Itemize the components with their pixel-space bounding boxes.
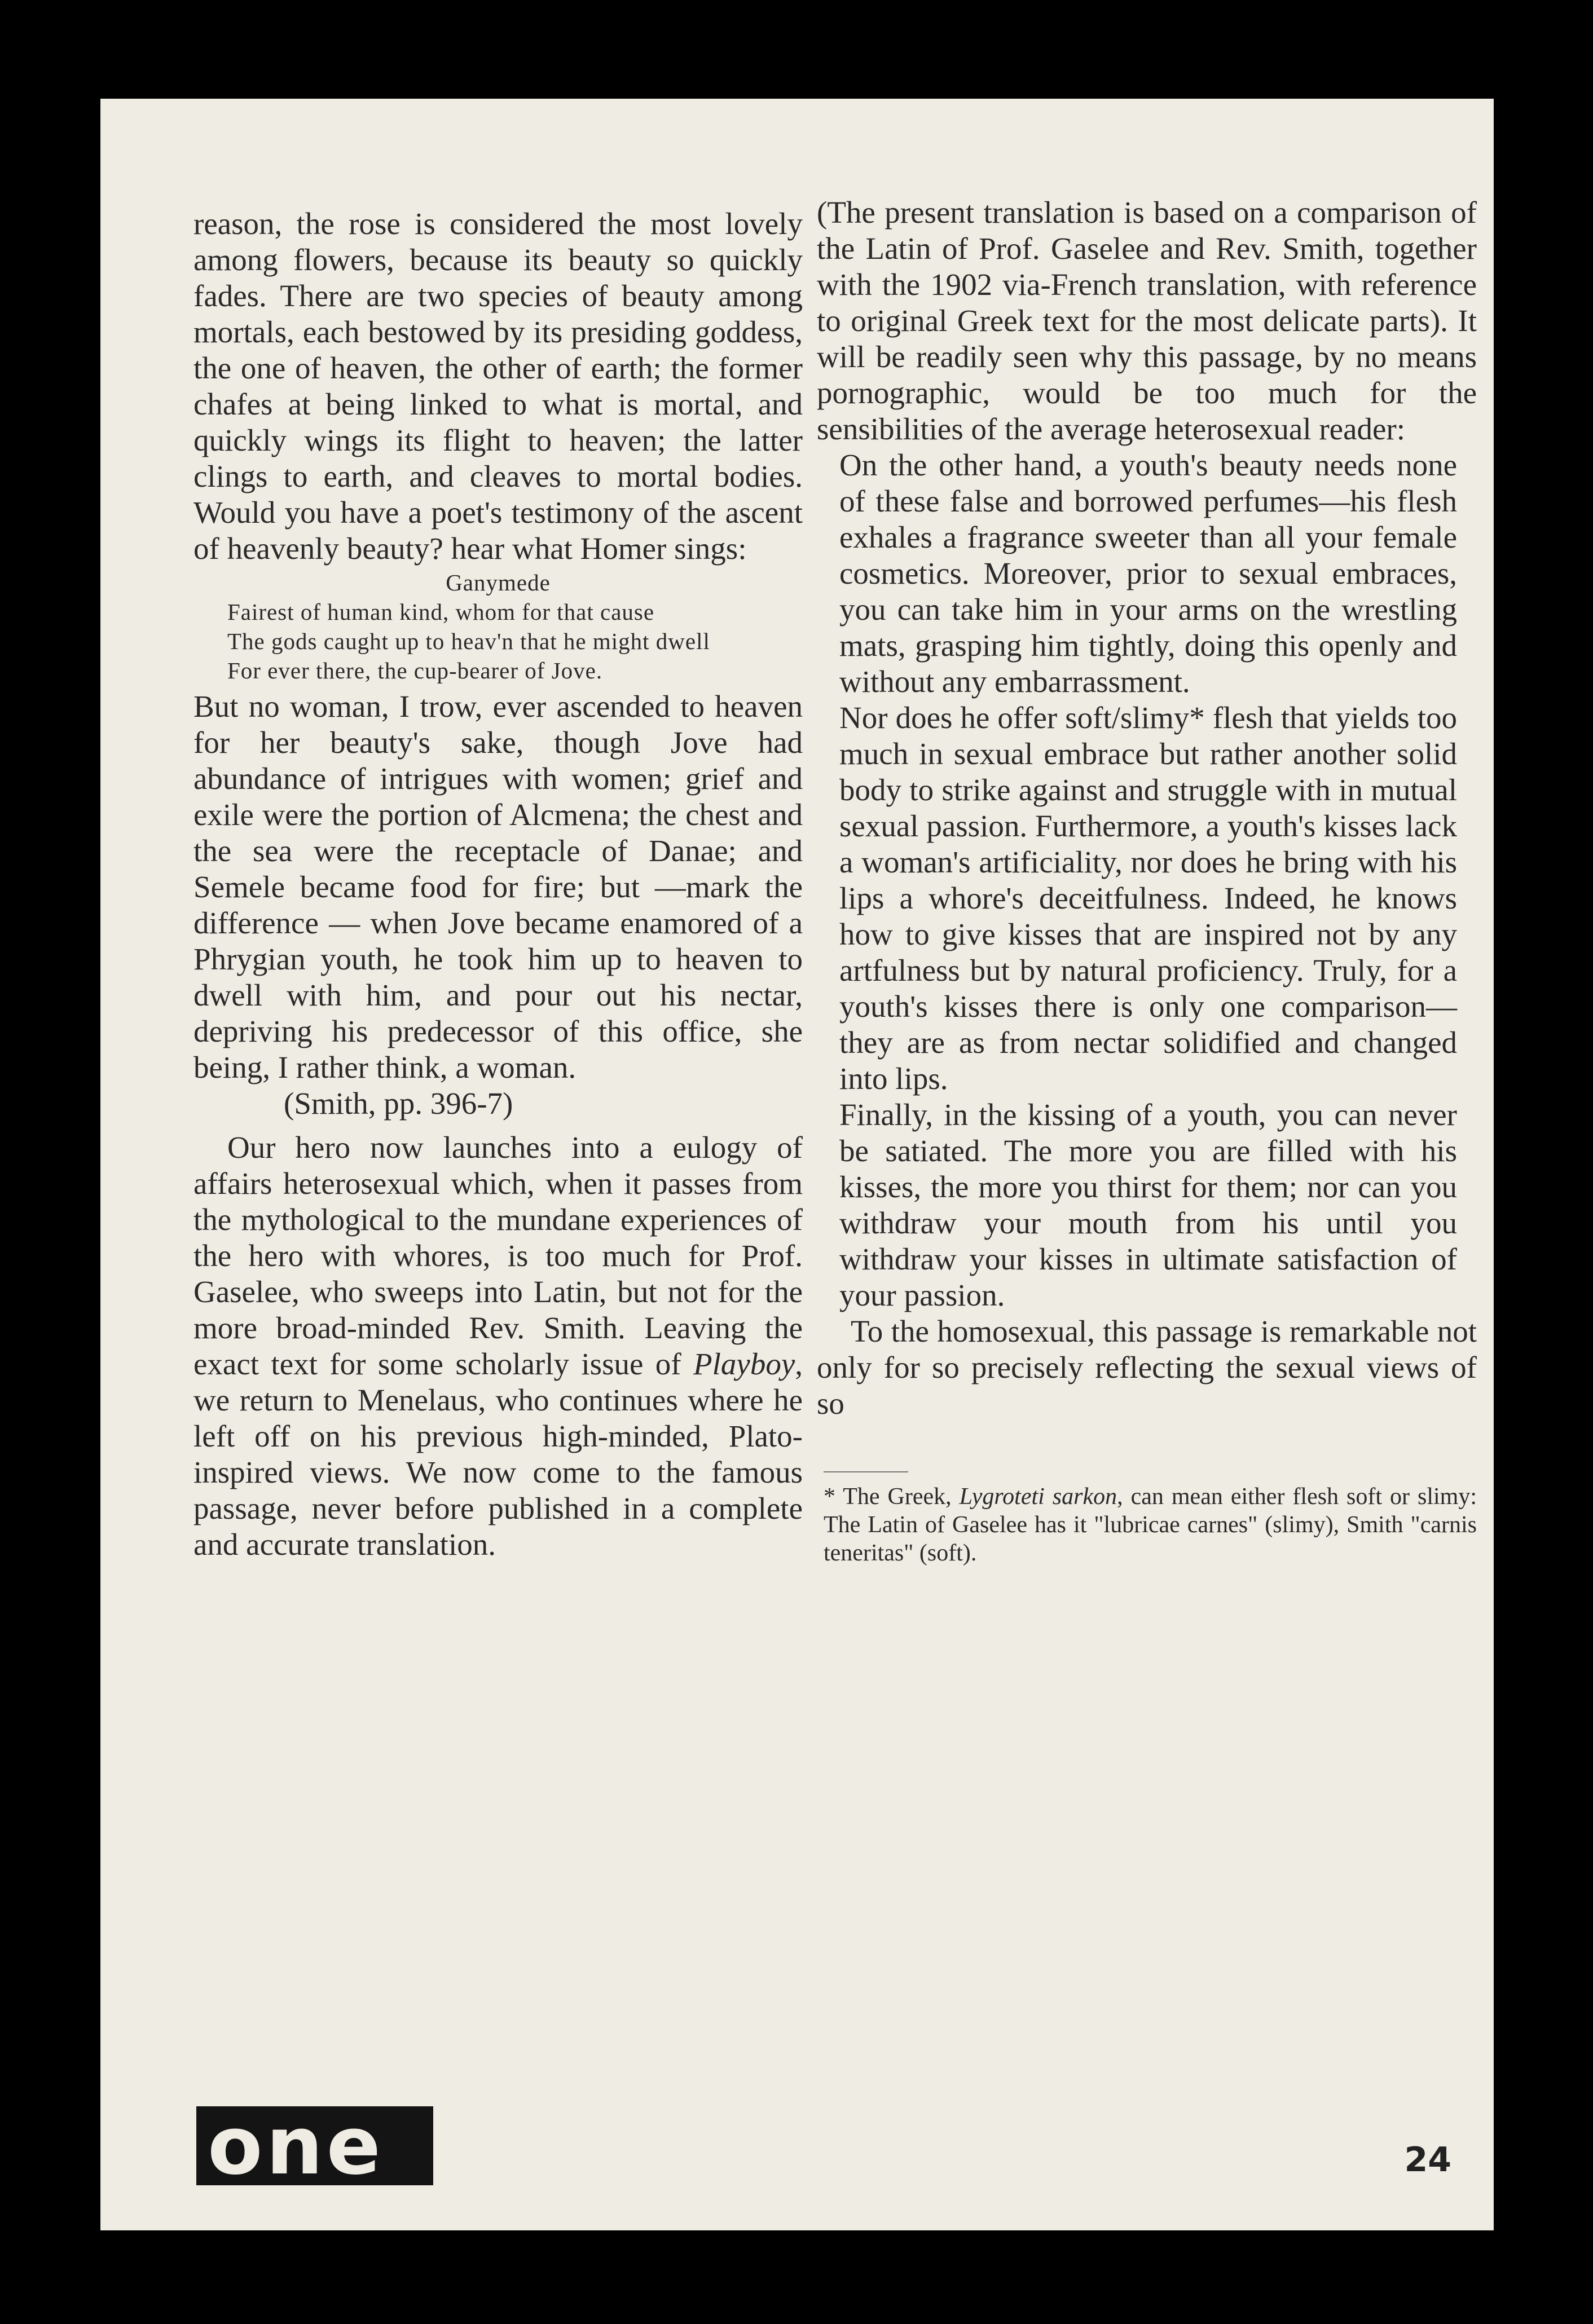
poem-line: Fairest of human kind, whom for that cause (227, 599, 655, 625)
quote-paragraph: Nor does he offer soft/slimy* flesh that yields too much in sexual embrace but rather another solid body to strike against and struggle with in mutual sexual passion. Furthermore, a youth's kisses lack a woman's artificiality, nor does he bring with his lips a whore's deceitfulness. Indeed, he knows how to give kisses that are inspired not by any artfulness but by natural proficiency. Truly, for a youth's kisses there is only one comparison—they are as from nectar solidified and changed into lips. (839, 700, 1457, 1096)
quote-paragraph: On the other hand, a youth's beauty needs none of these false and borrowed perfumes—his flesh exhales a fragrance sweeter than all your female cosmetics. Moreover, prior to sexual embraces, you can take him in your arms on the wrestling mats, grasping him tightly, doing this openly and without any embarrassment. (839, 448, 1457, 699)
left-column (193, 206, 803, 1563)
poem-block (193, 568, 803, 685)
logo-text: one (208, 2100, 384, 2193)
one-magazine-logo (196, 2100, 433, 2193)
quote-paragraph: Finally, in the kissing of a youth, you can never be satiated. The more you are filled with his kisses, the more you thirst for them; nor can you withdraw your mouth from his until you withdraw your kisses in ultimate satisfaction of your passion. (839, 1097, 1457, 1312)
poem-line: The gods caught up to heav'n that he might dwell (227, 628, 710, 654)
paragraph (193, 1130, 803, 1563)
footnote (817, 1483, 1477, 1567)
footnote-text: * The Greek, (824, 1484, 960, 1510)
footnote-divider (824, 1471, 908, 1472)
paragraph: reason, the rose is considered the most lovely among flowers, because its beauty so quickly fades. There are two species of beauty among mortals, each bestowed by its presiding goddess, the one of heaven, the other of earth; the former chafes at being linked to what is mortal, and quickly wings its flight to heaven; the latter clings to earth, and cleaves to mortal bodies. Would you have a poet's testimony of the ascent of heavenly beauty? hear what Homer sings: (193, 206, 803, 566)
paragraph: (The present translation is based on a comparison of the Latin of Prof. Gaselee and Rev. Smith, together with the 1902 via-French translation, with reference to original Greek text for the most delicate parts). It will be readily seen why this passage, by no means pornographic, would be too much for the sensibilities of the average heterosexual reader: (817, 195, 1477, 446)
paragraph: To the homosexual, this passage is remarkable not only for so precisely reflecting the sexual views of so (817, 1314, 1477, 1421)
magazine-page (100, 99, 1494, 2230)
paragraph-text: Our hero now launches into a eulogy of affairs heterosexual which, when it passes from the mythological to the mundane experiences of the hero with whores, is too much for Prof. Gaselee, who sweeps into Latin, but not for the more broad-minded Rev. Smith. Leaving the exact text for some scholarly issue of (193, 1130, 803, 1381)
page-number: 24 (1404, 2140, 1451, 2180)
footnote-text: , can mean either flesh soft or slimy: The Latin of Gaselee has it "lubricae carnes" (slimy), Smith "carnis teneritas" (soft). (824, 1484, 1477, 1566)
block-quote (817, 447, 1477, 1313)
paragraph-text: , we return to Menelaus, who continues where he left off on his previous high-minded, Plato-inspired views. We now come to the famous passage, never before published in a complete and accurate translation. (193, 1347, 803, 1562)
citation: (Smith, pp. 396-7) (284, 1086, 513, 1121)
magazine-title-italic: Playboy (693, 1347, 795, 1381)
right-column (817, 195, 1477, 1567)
paragraph: But no woman, I trow, ever ascended to heaven for her beauty's sake, though Jove had abundance of intrigues with women; grief and exile were the portion of Alcmena; the chest and the sea were the receptacle of Danae; and Semele became food for fire; but —mark the difference — when Jove became enamored of a Phrygian youth, he took him up to heaven to dwell with him, and pour out his nectar, depriving his predecessor of this office, she being, I rather think, a woman. (193, 689, 803, 1084)
greek-term-italic: Lygroteti sarkon (959, 1484, 1117, 1510)
poem-line: For ever there, the cup-bearer of Jove. (227, 658, 603, 683)
poem-title: Ganymede (446, 570, 551, 596)
